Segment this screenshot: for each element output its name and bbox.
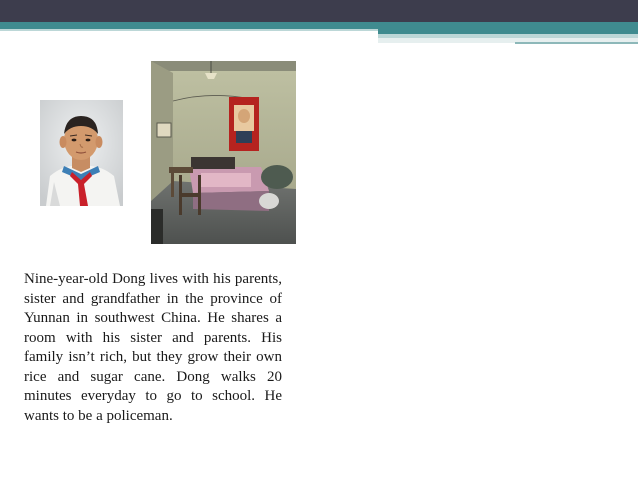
caption-text: Nine-year-old Dong lives with his parents, sister and grandfather in the province of Yunnan in southwest China. He shares a room with his sister and parents. His family isn’t rich, but they grow their own rice and sugar cane. Dong walks 20 minutes everyday to go to school. He wants to be a policeman. xyxy=(24,271,282,424)
room-photo xyxy=(151,61,296,244)
header-line-right xyxy=(515,42,638,44)
portrait-photo xyxy=(40,100,123,206)
header-band-teal-right xyxy=(378,22,638,34)
header-band-dark xyxy=(0,0,638,22)
room-illustration xyxy=(151,61,296,244)
header-band-light-left xyxy=(0,29,378,31)
header-band-teal-left xyxy=(0,22,400,29)
portrait-illustration xyxy=(40,100,123,206)
